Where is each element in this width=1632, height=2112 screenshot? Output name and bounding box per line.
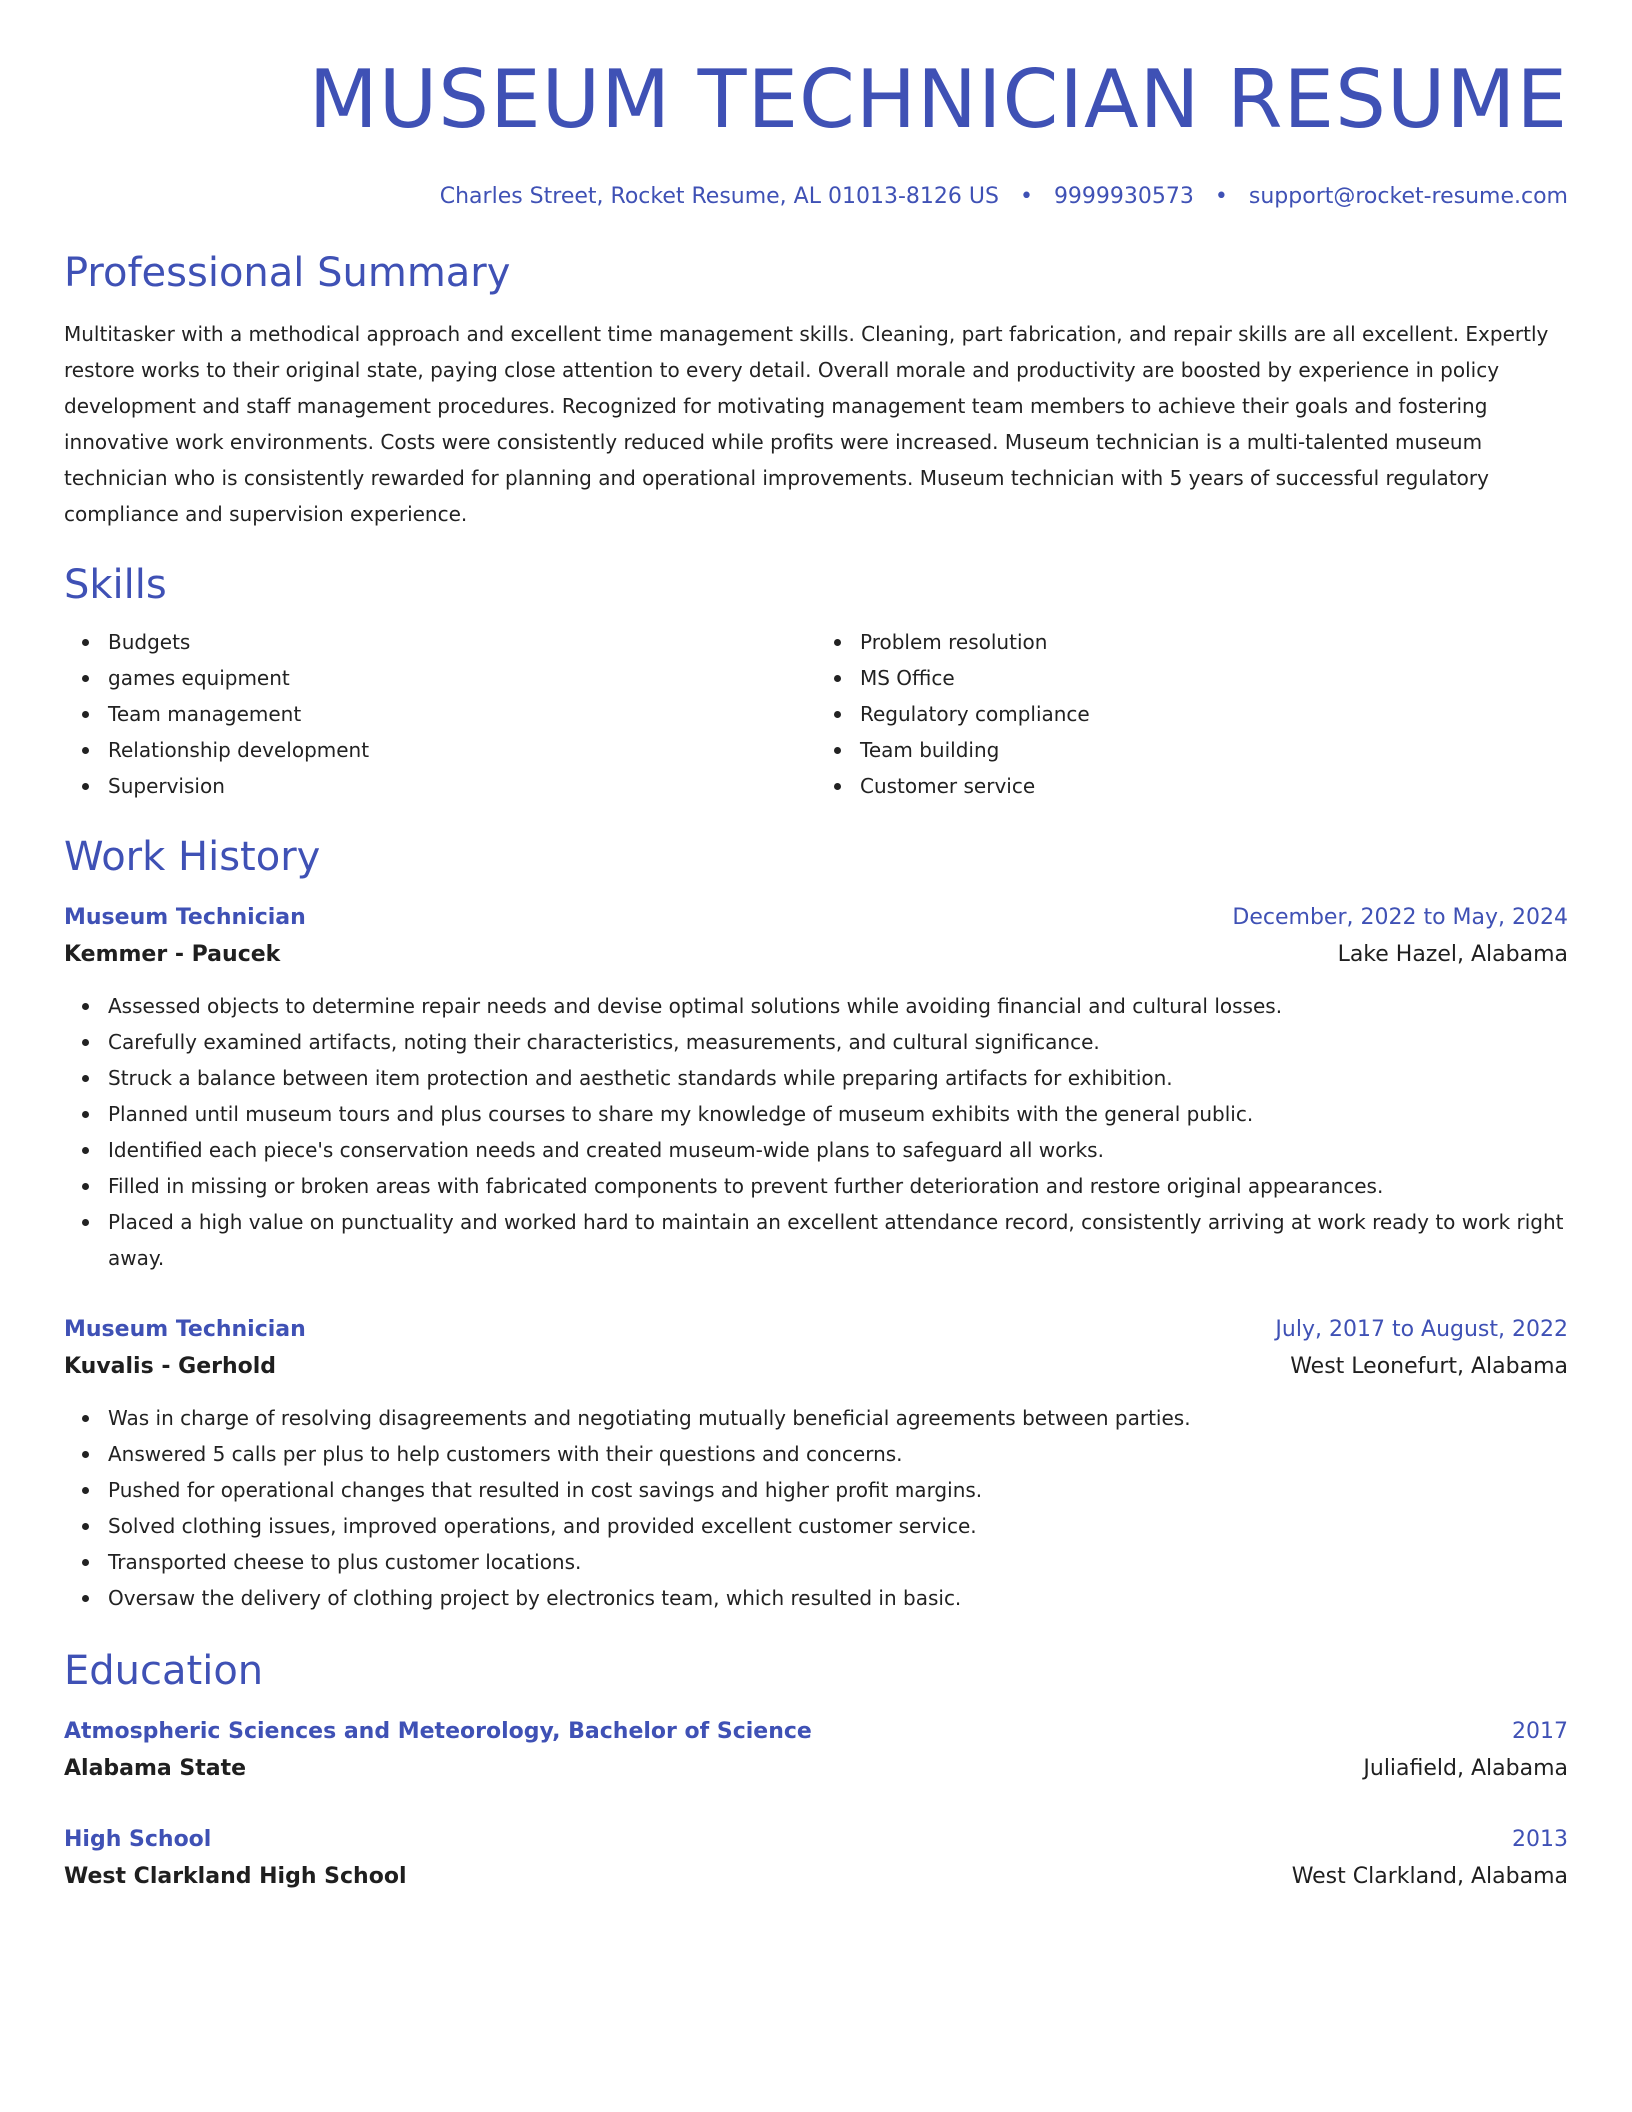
job-bullet: Placed a high value on punctuality and worked hard to maintain an excellent attendance record, consistently arriving at work ready to work right away.: [108, 1204, 1568, 1276]
job-title: Museum Technician: [64, 905, 306, 930]
job-company: Kemmer - Paucek: [64, 942, 281, 967]
job-title-row: [64, 1312, 1568, 1348]
education-entry: [64, 1822, 1568, 1896]
job-location: Lake Hazel, Alabama: [1337, 942, 1568, 967]
skills-right-column: [816, 624, 1568, 804]
contact-separator: •: [1214, 184, 1228, 209]
work-history-section: [64, 832, 1568, 1616]
education-heading: Education: [64, 1648, 264, 1694]
skill-item: Regulatory compliance: [860, 696, 1568, 732]
education-entry: [64, 1714, 1568, 1788]
job-title-row: [64, 900, 1568, 936]
education-location: Juliafield, Alabama: [1363, 1756, 1568, 1781]
education-section: [64, 1646, 1568, 1896]
skills-section: [64, 560, 1568, 804]
work-history-heading: Work History: [64, 834, 321, 880]
job-bullet: Pushed for operational changes that resulted in cost savings and higher profit margins.: [108, 1472, 1568, 1508]
education-year: 2013: [1512, 1827, 1568, 1852]
education-degree-row: [64, 1714, 1568, 1750]
job-bullet: Solved clothing issues, improved operations, and provided excellent customer service.: [108, 1508, 1568, 1544]
job-bullet: Answered 5 calls per plus to help customers with their questions and concerns.: [108, 1436, 1568, 1472]
skills-left-column: [64, 624, 816, 804]
education-year: 2017: [1512, 1719, 1568, 1744]
contact-email: support@rocket-resume.com: [1248, 184, 1568, 209]
contact-address: Charles Street, Rocket Resume, AL 01013-8126 US: [439, 184, 999, 209]
education-school-row: [64, 1750, 1568, 1788]
skill-item: games equipment: [108, 660, 816, 696]
job-dates: July, 2017 to August, 2022: [1275, 1317, 1568, 1342]
skills-heading: Skills: [64, 562, 167, 608]
job-bullet: Struck a balance between item protection and aesthetic standards while preparing artifacts for exhibition.: [108, 1060, 1568, 1096]
job-bullets: [64, 1400, 1568, 1616]
education-school-row: [64, 1858, 1568, 1896]
job-dates: December, 2022 to May, 2024: [1232, 905, 1568, 930]
job-bullet: Identified each piece's conservation needs and created museum-wide plans to safeguard all works.: [108, 1132, 1568, 1168]
education-degree: High School: [64, 1827, 212, 1852]
job-bullet: Filled in missing or broken areas with fabricated components to prevent further deterioration and restore original appearances.: [108, 1168, 1568, 1204]
summary-text: Multitasker with a methodical approach and excellent time management skills. Cleaning, part fabrication, and repair skills are all excellent. Expertly restore works to their original state, paying close attention to every detail. Overall morale and productivity are boosted by experience in policy development and staff management procedures. Recognized for motivating management team members to achieve their goals and fostering innovative work environments. Costs were consistently reduced while profits were increased. Museum technician is a multi-talented museum technician who is consistently rewarded for planning and operational improvements. Museum technician with 5 years of successful regulatory compliance and supervision experience.: [64, 322, 1549, 526]
job-company: Kuvalis - Gerhold: [64, 1354, 277, 1379]
job-bullet: Assessed objects to determine repair needs and devise optimal solutions while avoiding financial and cultural losses.: [108, 988, 1568, 1024]
job-bullet: Oversaw the delivery of clothing project by electronics team, which resulted in basic.: [108, 1580, 1568, 1616]
education-degree: Atmospheric Sciences and Meteorology, Bachelor of Science: [64, 1719, 812, 1744]
education-school: Alabama State: [64, 1756, 247, 1781]
contact-phone: 9999930573: [1053, 184, 1194, 209]
skill-item: Problem resolution: [860, 624, 1568, 660]
job-entry: [64, 900, 1568, 1276]
job-bullet: Transported cheese to plus customer locations.: [108, 1544, 1568, 1580]
contact-line: [64, 182, 1568, 212]
summary-section: [64, 248, 1568, 532]
skill-item: MS Office: [860, 660, 1568, 696]
job-title: Museum Technician: [64, 1317, 306, 1342]
skill-item: Team building: [860, 732, 1568, 768]
contact-separator: •: [1019, 184, 1033, 209]
job-bullet: Carefully examined artifacts, noting their characteristics, measurements, and cultural significance.: [108, 1024, 1568, 1060]
resume-title: MUSEUM TECHNICIAN RESUME: [308, 53, 1568, 146]
education-degree-row: [64, 1822, 1568, 1858]
skill-item: Supervision: [108, 768, 816, 804]
summary-heading: Professional Summary: [64, 250, 511, 296]
job-company-row: [64, 1348, 1568, 1386]
job-bullet: Planned until museum tours and plus courses to share my knowledge of museum exhibits with the general public.: [108, 1096, 1568, 1132]
job-bullets: [64, 988, 1568, 1276]
education-school: West Clarkland High School: [64, 1864, 407, 1889]
skills-grid: [64, 624, 1568, 804]
job-company-row: [64, 936, 1568, 974]
skill-item: Customer service: [860, 768, 1568, 804]
skill-item: Budgets: [108, 624, 816, 660]
skill-item: Relationship development: [108, 732, 816, 768]
education-location: West Clarkland, Alabama: [1291, 1864, 1568, 1889]
job-location: West Leonefurt, Alabama: [1290, 1354, 1568, 1379]
job-bullet: Was in charge of resolving disagreements and negotiating mutually beneficial agreements between parties.: [108, 1400, 1568, 1436]
skill-item: Team management: [108, 696, 816, 732]
job-entry: [64, 1312, 1568, 1616]
